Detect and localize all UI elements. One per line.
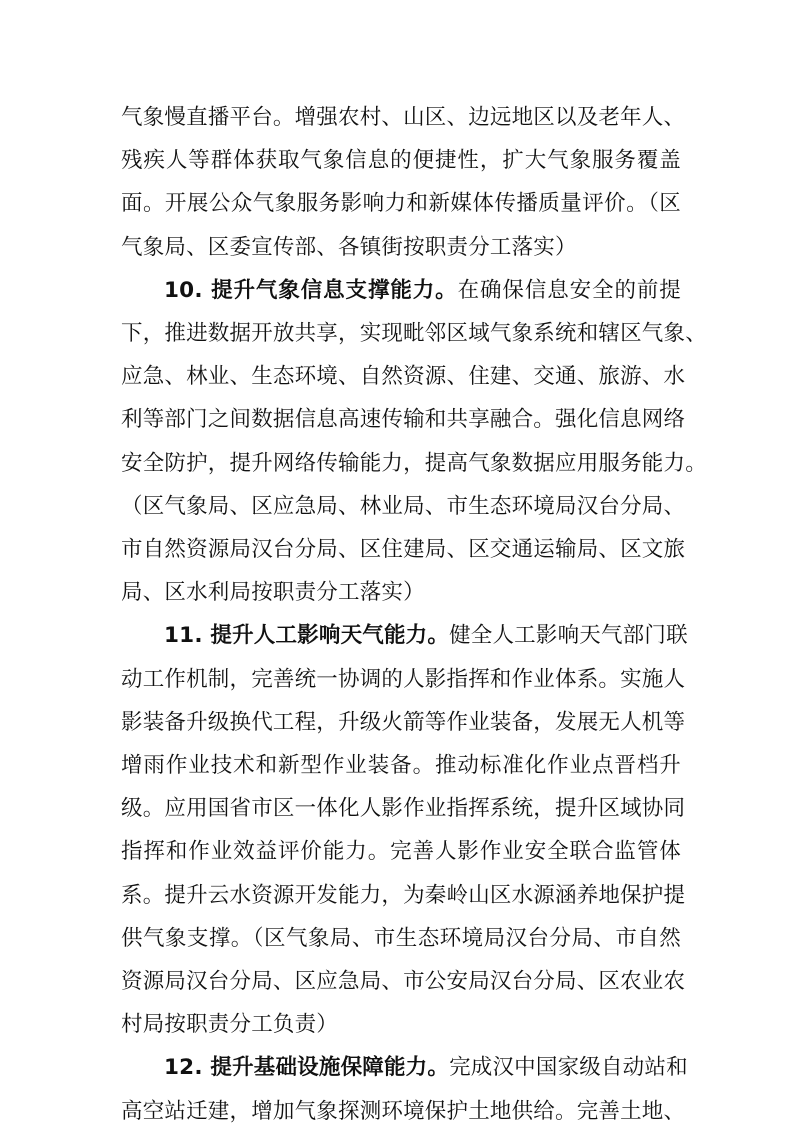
text-line: 应急、林业、生态环境、自然资源、住建、交通、旅游、水	[121, 364, 686, 390]
section-12-heading: 12. 提升基础设施保障能力。	[164, 1055, 450, 1081]
text-line: 市自然资源局汉台分局、区住建局、区交通运输局、区文旅	[121, 537, 686, 562]
section-12-first-line: 12. 提升基础设施保障能力。完成汉中国家级自动站和	[164, 1055, 688, 1081]
text-line: 指挥和作业效益评价能力。完善人影作业安全联合监管体	[121, 839, 681, 865]
text-line: 局、区水利局按职责分工落实）	[121, 580, 425, 606]
text-line: 级。应用国省市区一体化人影作业指挥系统，提升区域协同	[121, 796, 686, 822]
text-line: 动工作机制，完善统一协调的人影指挥和作业体系。实施人	[121, 666, 686, 692]
text-line: 资源局汉台分局、区应急局、市公安局汉台分局、区农业农	[121, 969, 686, 994]
section-11-first-line: 11. 提升人工影响天气能力。健全人工影响天气部门联	[164, 623, 688, 649]
text-line: 气象慢直播平台。增强农村、山区、边远地区以及老年人、	[121, 105, 686, 130]
section-10-first-line: 10. 提升气象信息支撑能力。在确保信息安全的前提	[164, 277, 681, 303]
text-line: 利等部门之间数据信息高速传输和共享融合。强化信息网络	[121, 407, 686, 433]
section-11-heading: 11. 提升人工影响天气能力。	[164, 623, 450, 649]
text-line: 残疾人等群体获取气象信息的便捷性，扩大气象服务覆盖	[121, 148, 681, 174]
text-line: 系。提升云水资源开发能力，为秦岭山区水源涵养地保护提	[121, 882, 686, 908]
text-line: 增雨作业技术和新型作业装备。推动标准化作业点晋档升	[121, 753, 681, 778]
text-line: 气象局、区委宣传部、各镇街按职责分工落实）	[121, 234, 577, 260]
text-line: （区气象局、区应急局、林业局、市生态环境局汉台分局、	[121, 493, 686, 519]
text-line: 安全防护，提升网络传输能力，提高气象数据应用服务能力。	[121, 450, 707, 476]
text-line: 高空站迁建，增加气象探测环境保护土地供给。完善土地、	[121, 1098, 686, 1124]
text-line: 影装备升级换代工程，升级火箭等作业装备，发展无人机等	[121, 709, 686, 735]
text-line: 供气象支撑。（区气象局、市生态环境局汉台分局、市自然	[121, 925, 681, 951]
text-line: 面。开展公众气象服务影响力和新媒体传播质量评价。（区	[121, 191, 681, 217]
text-line: 下，推进数据开放共享，实现毗邻区域气象系统和辖区气象、	[121, 321, 707, 346]
text-line: 村局按职责分工负责）	[121, 1012, 339, 1038]
section-10-heading: 10. 提升气象信息支撑能力。	[164, 277, 458, 303]
